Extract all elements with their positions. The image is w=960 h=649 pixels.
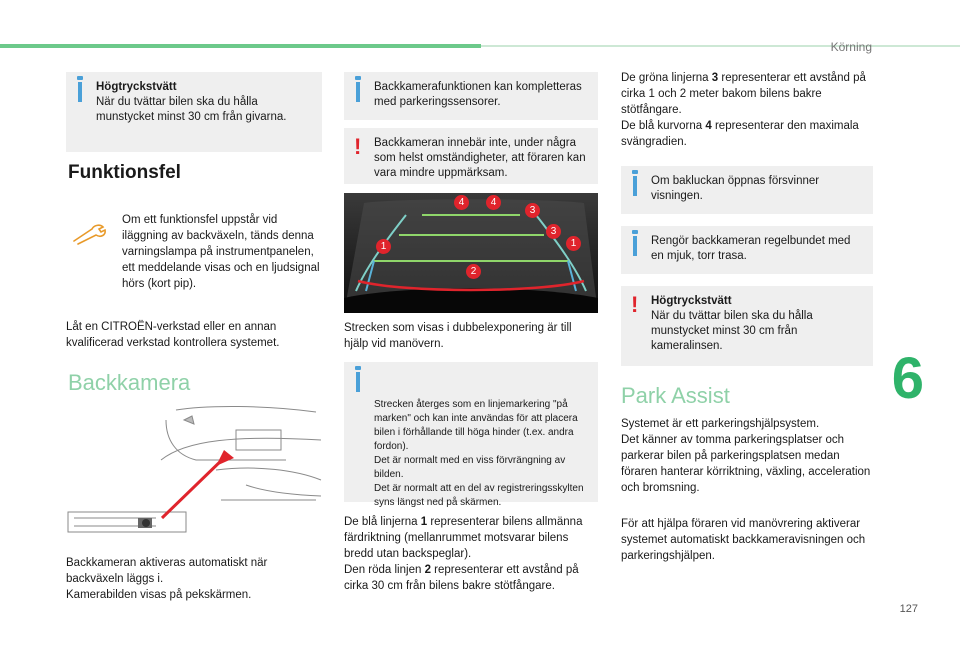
warning-box-text: Backkameran innebär inte, under några som helst omständigheter, att föraren kan vara mindre uppmärksam. [374, 137, 586, 179]
text-fragment: representerar ett avstånd på cirka 30 cm från bilens bakre stötfångare. [344, 564, 579, 592]
info-icon [633, 236, 637, 256]
text-fragment: Den röda linjen [344, 564, 425, 576]
text-fragment: representerar den maximala svängradien. [621, 120, 859, 148]
text-fragment: representerar bilens allmänna färdriktning (mellanrummet motsvarar bilens bredd utan backspeglar). [344, 516, 583, 560]
info-box-parking-sensors [344, 72, 598, 120]
blue-red-lines-text [344, 514, 600, 594]
line-ref-number: 1 [420, 516, 428, 528]
guideline-label-2: 2 [466, 264, 481, 279]
camera-activation-text: Backkameran aktiveras automatiskt när backväxeln läggs i. Kamerabilden visas på pekskärmen. [66, 557, 268, 601]
text-fragment: De blå linjerna [344, 516, 421, 528]
heading-funktionsfel: Funktionsfel [68, 162, 181, 183]
info-box-clean-camera [621, 226, 873, 274]
wrench-warning-icon [72, 223, 108, 245]
info-icon [356, 372, 360, 392]
camera-guideline-image [344, 193, 598, 313]
section-label: Körning [830, 40, 872, 54]
guideline-label-3a: 3 [525, 203, 540, 218]
exclamation-warning-icon: ! [631, 292, 639, 317]
info-box-title: Högtryckstvätt [96, 81, 177, 93]
warning-box-attention [344, 128, 598, 184]
line-ref-number: 3 [711, 72, 719, 84]
warning-box-title: Högtryckstvätt [651, 295, 732, 307]
page-number: 127 [899, 603, 918, 615]
text-fragment: De blå kurvorna [621, 120, 706, 132]
warning-box-text: När du tvättar bilen ska du hålla munstycket minst 30 cm från kameralinsen. [651, 310, 813, 352]
workshop-text: Låt en CITROËN-verkstad eller en annan kvalificerad verkstad kontrollera systemet. [66, 321, 280, 349]
info-box-text: Om bakluckan öppnas försvinner visningen. [651, 175, 820, 202]
green-blue-curves-text [621, 70, 877, 150]
guideline-label-3b: 3 [546, 224, 561, 239]
heading-park-assist: Park Assist [621, 383, 730, 408]
info-icon [356, 82, 360, 102]
line-ref-number: 2 [424, 564, 431, 576]
info-box-line-markings [344, 362, 598, 508]
exclamation-warning-icon: ! [354, 134, 362, 159]
car-rear-camera-illustration [66, 400, 324, 545]
guideline-label-4b: 4 [486, 195, 501, 210]
line-ref-number: 4 [705, 120, 712, 132]
warning-lamp-text: Om ett funktionsfel uppstår vid iläggning av backväxeln, tänds denna varningslampa på instrumentpanelen, ett meddelande visas och en ljudsignal hörs (kort pip). [122, 214, 320, 290]
heading-backkamera: Backkamera [68, 370, 191, 395]
lines-caption: Strecken som visas i dubbelexponering är till hjälp vid manövern. [344, 322, 572, 350]
text-fragment: De gröna linjerna [621, 72, 712, 84]
park-assist-activation-text: För att hjälpa föraren vid manövrering aktiverar systemet automatiskt backkameravisningen och parkeringshjälpen. [621, 518, 866, 562]
header-accent-bar-light [481, 45, 960, 47]
info-box-text: När du tvättar bilen ska du hålla munstycket minst 30 cm från givarna. [96, 96, 287, 123]
info-box-text: Backkamerafunktionen kan kompletteras med parkeringssensorer. [374, 81, 582, 108]
header-accent-bar [0, 44, 481, 48]
park-assist-text: Systemet är ett parkeringshjälpsystem. Det känner av tomma parkeringsplatser och parkerar bilen på parkeringsplatsen medan föraren hanterar körriktning, växling, acceleration och bromsning. [621, 418, 871, 494]
text-fragment: representerar ett avstånd på cirka 1 och 2 meter bakom bilens bakre stötfångare. [621, 72, 866, 116]
info-box-text: Rengör backkameran regelbundet med en mjuk, torr trasa. [651, 235, 851, 262]
guideline-label-4a: 4 [454, 195, 469, 210]
info-icon [633, 176, 637, 196]
info-box-text: Strecken återges som en linjemarkering "på marken" och kan inte användas för att placera bilen i förhållande till höga hinder (t.ex. andra fordon). Det är normalt med en viss förvrängning av bilden. Det är normalt att en del av registreringsskylten syns längst ned på skärmen. [374, 399, 584, 508]
info-icon [78, 82, 82, 102]
info-box-tailgate [621, 166, 873, 214]
guideline-label-1b: 1 [566, 236, 581, 251]
warning-box-high-pressure-lens [621, 286, 873, 366]
guideline-label-1a: 1 [376, 239, 391, 254]
info-box-high-pressure-sensors [66, 72, 322, 152]
chapter-number: 6 [891, 346, 924, 411]
